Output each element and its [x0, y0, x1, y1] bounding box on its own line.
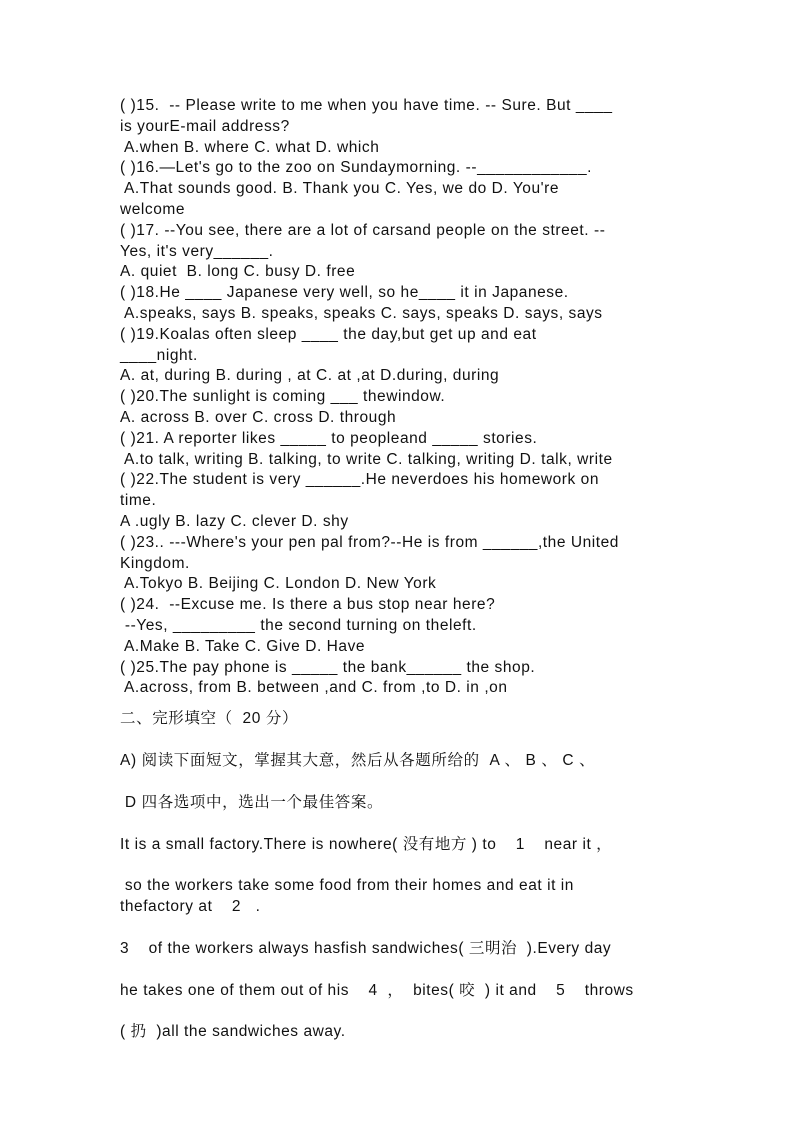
spacer — [120, 772, 680, 793]
question-stem: ( )19.Koalas often sleep ____ the day,but get up and eat — [120, 325, 537, 343]
question-stem: ( )25.The pay phone is _____ the bank______ the shop. — [120, 658, 536, 676]
passage-line: thefactory at 2 . — [120, 898, 261, 916]
question-stem: ( )22.The student is very ______.He neverdoes his homework on — [120, 471, 599, 489]
instructions-line-1: A) 阅读下面短文，掌握其大意，然后从各题所给的 A 、 B 、 C 、 — [120, 751, 596, 769]
passage-line: ( 扔 )all the sandwiches away. — [120, 1023, 346, 1041]
question-options: A.Make B. Take C. Give D. Have — [120, 637, 366, 655]
spacer — [120, 960, 680, 981]
question-24 — [120, 595, 680, 657]
question-stem: ( )24. --Excuse me. Is there a bus stop near here? — [120, 596, 496, 614]
question-options: A.That sounds good. B. Thank you C. Yes, we do D. You're welcome — [120, 180, 560, 218]
question-stem: is yourE-mail address? — [120, 117, 290, 135]
question-20 — [120, 387, 680, 429]
question-stem: ____night. — [120, 346, 198, 364]
question-options: A. at, during B. during , at C. at ,at D.during, during — [120, 367, 500, 385]
question-23 — [120, 533, 680, 595]
question-22 — [120, 470, 680, 532]
spacer — [120, 918, 680, 939]
question-stem: ( )17. --You see, there are a lot of carsand people on the street. -- — [120, 221, 606, 239]
question-18 — [120, 283, 680, 325]
question-25 — [120, 658, 680, 700]
question-stem: ( )16.—Let's go to the zoo on Sundaymorning. --____________. — [120, 159, 592, 177]
question-options: A.Tokyo B. Beijing C. London D. New York — [120, 575, 437, 593]
question-stem: --Yes, _________ the second turning on theleft. — [120, 616, 477, 634]
instructions-line-2: D 四各选项中，选出一个最佳答案。 — [120, 793, 384, 811]
passage-line: It is a small factory.There is nowhere( 没有地方 ) to 1 near it ， — [120, 835, 613, 853]
question-15 — [120, 96, 680, 158]
spacer — [120, 855, 680, 876]
question-list — [120, 96, 680, 699]
passage — [120, 835, 680, 1044]
question-17 — [120, 221, 680, 283]
question-stem: Kingdom. — [120, 554, 190, 572]
exam-page — [120, 96, 680, 1043]
question-options: A .ugly B. lazy C. clever D. shy — [120, 512, 349, 530]
question-stem: ( )21. A reporter likes _____ to peopleand _____ stories. — [120, 429, 538, 447]
question-options: A. quiet B. long C. busy D. free — [120, 263, 356, 281]
question-stem: ( )20.The sunlight is coming ___ thewindow. — [120, 388, 446, 406]
passage-line: 3 of the workers always hasfish sandwiches( 三明治 ).Every day — [120, 939, 612, 957]
question-stem: ( )23.. ---Where's your pen pal from?--He is from ______,the United — [120, 533, 619, 551]
passage-line: he takes one of them out of his 4 ， bites( 咬 ) it and 5 throws — [120, 981, 634, 999]
question-21 — [120, 429, 680, 471]
question-options: A. across B. over C. cross D. through — [120, 408, 397, 426]
spacer — [120, 1001, 680, 1022]
question-options: A.to talk, writing B. talking, to write C. talking, writing D. talk, write — [120, 450, 613, 468]
question-options: A.across, from B. between ,and C. from ,to D. in ,on — [120, 679, 508, 697]
question-options: A.when B. where C. what D. which — [120, 138, 380, 156]
spacer — [120, 730, 680, 751]
passage-line: so the workers take some food from their homes and eat it in — [120, 877, 574, 895]
spacer — [120, 814, 680, 835]
section-title: 二、完形填空（ 20 分） — [120, 710, 299, 728]
question-stem: time. — [120, 492, 157, 510]
question-16 — [120, 158, 680, 220]
question-options: A.speaks, says B. speaks, speaks C. says, speaks D. says, says — [120, 304, 603, 322]
question-19 — [120, 325, 680, 387]
question-stem: Yes, it's very______. — [120, 242, 274, 260]
question-stem: ( )15. -- Please write to me when you have time. -- Sure. But ____ — [120, 97, 613, 114]
question-stem: ( )18.He ____ Japanese very well, so he____ it in Japanese. — [120, 284, 569, 302]
